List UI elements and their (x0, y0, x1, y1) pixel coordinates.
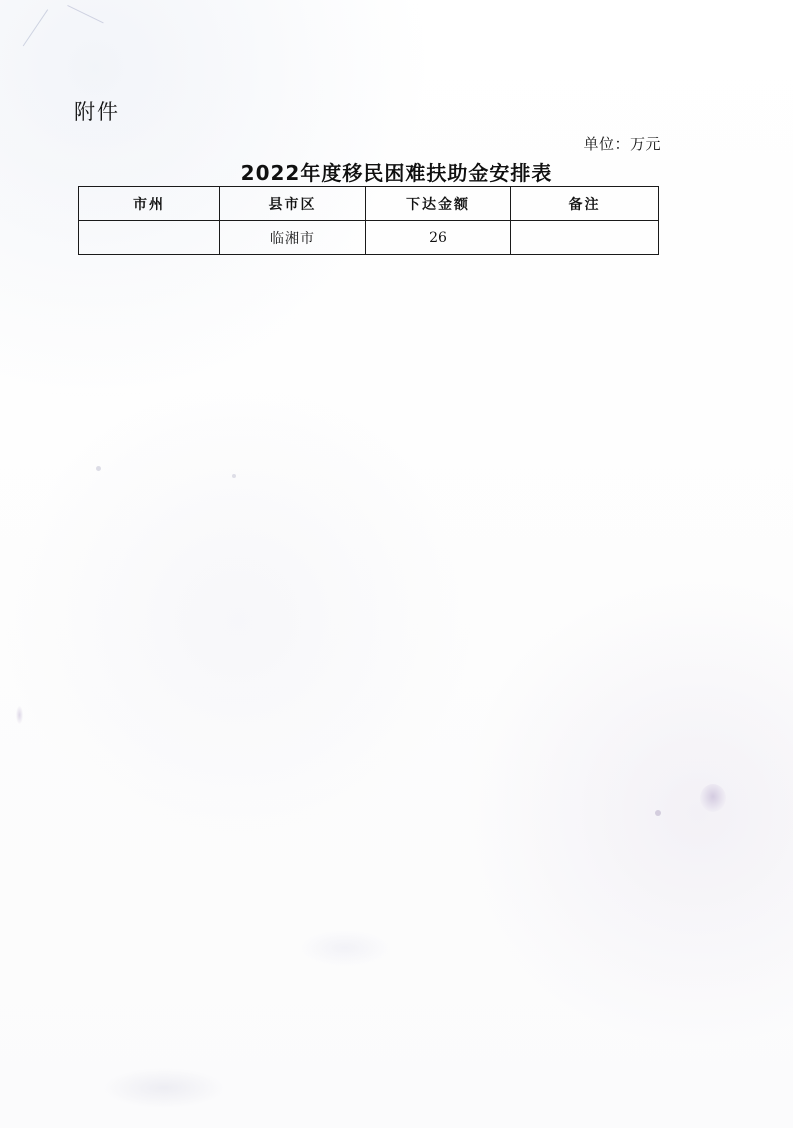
table-header-row (79, 187, 659, 221)
attachment-label: 附件 (74, 100, 120, 124)
column-header-remark: 备注 (511, 187, 659, 221)
column-header-county: 县市区 (220, 187, 366, 221)
column-header-amount: 下达金额 (366, 187, 511, 221)
scan-pen-mark-icon (23, 9, 97, 78)
scan-shadow-middle-icon (300, 930, 390, 966)
table-row (79, 221, 659, 255)
scan-edge-mark-icon (16, 706, 23, 724)
column-header-city: 市州 (79, 187, 220, 221)
scan-pen-mark-secondary-icon (52, 5, 103, 54)
scan-dot-center-icon (232, 474, 236, 478)
unit-label: 单位：万元 (583, 135, 661, 153)
page-title: 2022年度移民困难扶助金安排表 (240, 161, 553, 185)
scan-smudge-icon (700, 784, 726, 812)
cell-county: 临湘市 (220, 221, 366, 255)
scan-shadow-bottom-icon (104, 1068, 224, 1108)
cell-remark (511, 221, 659, 255)
scan-speck-icon (655, 810, 661, 816)
allocation-table (78, 186, 659, 255)
scan-dot-left-icon (96, 466, 101, 471)
cell-amount: 26 (366, 221, 511, 255)
cell-city (79, 221, 220, 255)
